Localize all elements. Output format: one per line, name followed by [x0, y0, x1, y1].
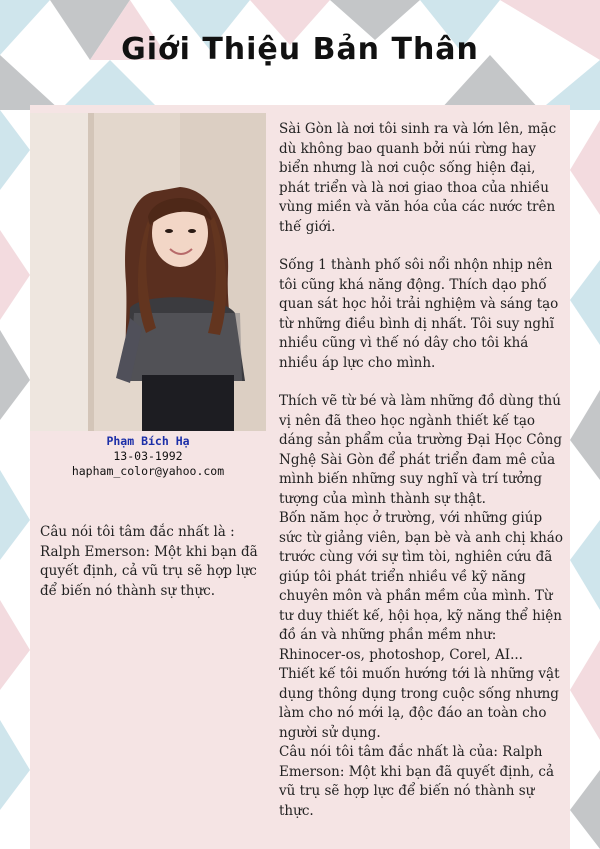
favorite-quote: Câu nói tôi tâm đắc nhất là : Ralph Emerson: Một khi bạn đã quyết định, cả vũ trụ sẽ hợp lực để biến nó thành sự thực. — [40, 524, 258, 599]
bio-paragraph-6: Câu nói tôi tâm đắc nhất là của: Ralph Emerson: Một khi bạn đã quyết định, cả vũ trụ sẽ hợp lực để biến nó thành sự thực. — [279, 744, 555, 819]
profile-email: hapham_color@yahoo.com — [71, 464, 225, 478]
portrait-photo — [30, 113, 266, 431]
bio-paragraph-4: Bốn năm học ở trường, với những giúp sức từ giảng viên, bạn bè và anh chị kháo trước cùng với sự tìm tòi, nghiên cứu đã giúp tôi phát triển nhiều về kỹ năng chuyên môn và phần mềm của mình. Từ tư duy thiết kế, hội họa, kỹ năng thể hiện đồ án và những phần mềm như: Rhinocer-os, photoshop, Corel, AI... — [279, 510, 563, 663]
bio-text — [279, 120, 564, 821]
profile-name: Phạm Bích Hạ — [106, 434, 190, 448]
profile-info — [30, 434, 266, 479]
bio-paragraph-1: Sài Gòn là nơi tôi sinh ra và lớn lên, mặc dù không bao quanh bởi núi rừng hay biển nhưng là nơi cuộc sống hiện đại, phát triển và là nơi giao thoa của nhiều vùng miền và văn hóa của các nước trên thế giới. — [279, 121, 557, 235]
bio-paragraph-5: Thiết kế tôi muốn hướng tới là những vật dụng thông dụng trong cuộc sống nhưng làm cho nó mới lạ, độc đáo an toàn cho người sử dụng. — [279, 666, 560, 741]
bio-paragraph-2: Sống 1 thành phố sôi nổi nhộn nhịp nên tôi cũng khá năng động. Thích dạo phố quan sát học hỏi trải nghiệm và sáng tạo từ những điều bình dị nhất. Tôi suy nghĩ nhiều cũng vì thế nó dây cho tôi khá nhiều áp lực cho mình. — [279, 257, 559, 371]
bio-paragraph-3: Thích vẽ từ bé và làm những đồ dùng thú vị nên đã theo học ngành thiết kế tạo dáng sản phẩm của trường Đại Học Công Nghệ Sài Gòn để phát triển đam mê của mình biến những suy nghĩ và trí tưởng tượng của mình thành sự thật. — [279, 393, 563, 507]
profile-dob: 13-03-1992 — [113, 449, 183, 463]
page-title: Giới Thiệu Bản Thân — [121, 32, 479, 67]
